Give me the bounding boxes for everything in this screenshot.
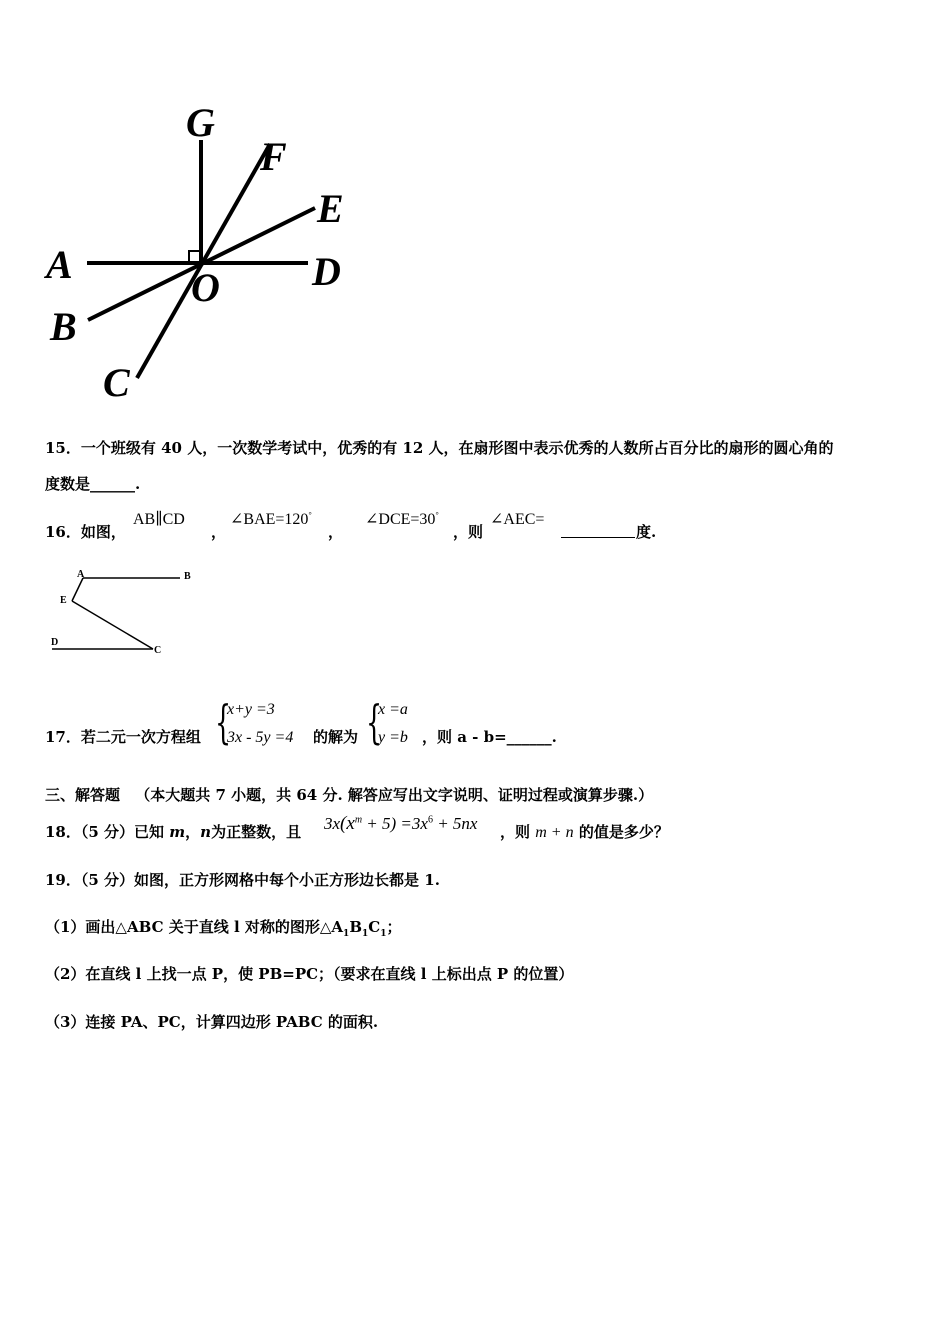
q18-eq-b-sup: m <box>354 814 363 826</box>
q19-stem: 19．（5 分）如图，正方形网格中每个小正方形边长都是 1. <box>45 871 440 889</box>
q19-part1-end: ； <box>386 918 402 936</box>
q17-solution-brace: { <box>366 695 383 749</box>
q19-part1 <box>45 916 402 939</box>
q18-ask: 的值是多少？ <box>578 823 669 841</box>
label-b-small: B <box>184 571 191 582</box>
label-a-small: A <box>77 569 85 580</box>
label-c-small: C <box>154 645 162 656</box>
q17-eq1: x+y =3 <box>227 701 275 718</box>
q18-equation <box>324 813 477 835</box>
q18-var-n: n <box>200 823 212 841</box>
q17-prefix: 17．若二元一次方程组 <box>45 728 201 746</box>
q16-cond-bae <box>230 509 312 529</box>
q16-degree-1: ° <box>308 510 312 520</box>
q17-eq2: 3x - 5y =4 <box>227 729 294 746</box>
q18-tail <box>500 821 669 842</box>
q16-unit: 度. <box>636 523 657 541</box>
section3-title: 三、解答题 <box>45 786 121 804</box>
q17-sol2: y =b <box>378 729 408 746</box>
q18-eq-b: (x <box>340 813 355 834</box>
q16-prefix: 16．如图， <box>45 523 126 541</box>
q18-comma: ， <box>185 823 201 841</box>
label-c: C <box>103 360 130 405</box>
q19-part2: （2）在直线 l 上找一点 P，使 PB=PC；（要求在直线 l 上标出点 P 的位置） <box>45 965 574 983</box>
section3-note: （本大题共 7 小题，共 64 分. 解答应写出文字说明、证明过程或演算步骤.） <box>135 786 654 804</box>
figure-lines-at-o <box>40 100 370 405</box>
q16-sep2: ， <box>328 523 344 541</box>
q16-cond-dce <box>365 509 439 529</box>
q19-part1-sub1: 1 <box>343 929 350 939</box>
q19-part3: （3）连接 PA、PC，计算四边形 PABC 的面积. <box>45 1013 379 1031</box>
q19-part1-b: B <box>349 918 362 936</box>
q16-degree-2: ° <box>435 510 439 520</box>
label-a: A <box>46 242 73 287</box>
q18-line <box>45 821 301 842</box>
q18-eq-d: + 5nx <box>432 814 478 833</box>
q18-eq-c-sup: 6 <box>427 814 433 826</box>
q19-part1-sub3: 1 <box>380 929 387 939</box>
q16-cond-parallel: AB∥CD <box>133 511 185 528</box>
q19-part1-pre: （1）画出△ABC 关于直线 l 对称的图形△A <box>45 918 344 936</box>
label-f: F <box>260 134 287 179</box>
figure-parallel-label-c <box>150 638 170 658</box>
q15-line1: 15．一个班级有 40 人，一次数学考试中，优秀的有 12 人，在扇形图中表示优秀的人数所占百分比的扇形的圆心角的 <box>45 439 834 457</box>
q16-then: ，则 <box>453 523 484 541</box>
label-e: E <box>317 186 344 231</box>
q16-answer-blank <box>561 523 635 538</box>
q17-system-brace: { <box>215 695 232 749</box>
q16-sep1: ， <box>211 523 227 541</box>
q15-line2: 度数是______. <box>45 475 141 493</box>
q18-cond: 为正整数，且 <box>211 823 302 841</box>
q16-cond-bae-text: ∠BAE=120 <box>230 511 309 528</box>
q18-eq-a: 3x <box>324 814 341 833</box>
q19-part1-c: C <box>368 918 381 936</box>
q17-suffix: ，则 a - b=______. <box>422 728 557 746</box>
q18-then: ，则 <box>500 823 531 841</box>
label-b: B <box>50 304 77 349</box>
section3-heading <box>45 784 653 805</box>
label-g: G <box>186 100 215 145</box>
q19-part1-sub2: 1 <box>362 929 369 939</box>
q16-cond-dce-text: ∠DCE=30 <box>365 511 436 528</box>
label-o: O <box>191 265 220 310</box>
q17-sol1: x =a <box>378 701 408 718</box>
figure-parallel-labels-right <box>175 563 195 658</box>
q17-middle: 的解为 <box>313 728 359 746</box>
label-d: D <box>312 249 341 294</box>
q16-ask-aec: ∠AEC= <box>490 511 545 528</box>
q18-eq-c: + 5) =3x <box>362 814 428 833</box>
q18-expr: m + n <box>535 824 574 841</box>
label-e-small: E <box>60 595 67 606</box>
q18-var-m: m <box>169 823 186 841</box>
q18-prefix: 18．（5 分）已知 <box>45 823 165 841</box>
label-d-small: D <box>51 637 59 648</box>
